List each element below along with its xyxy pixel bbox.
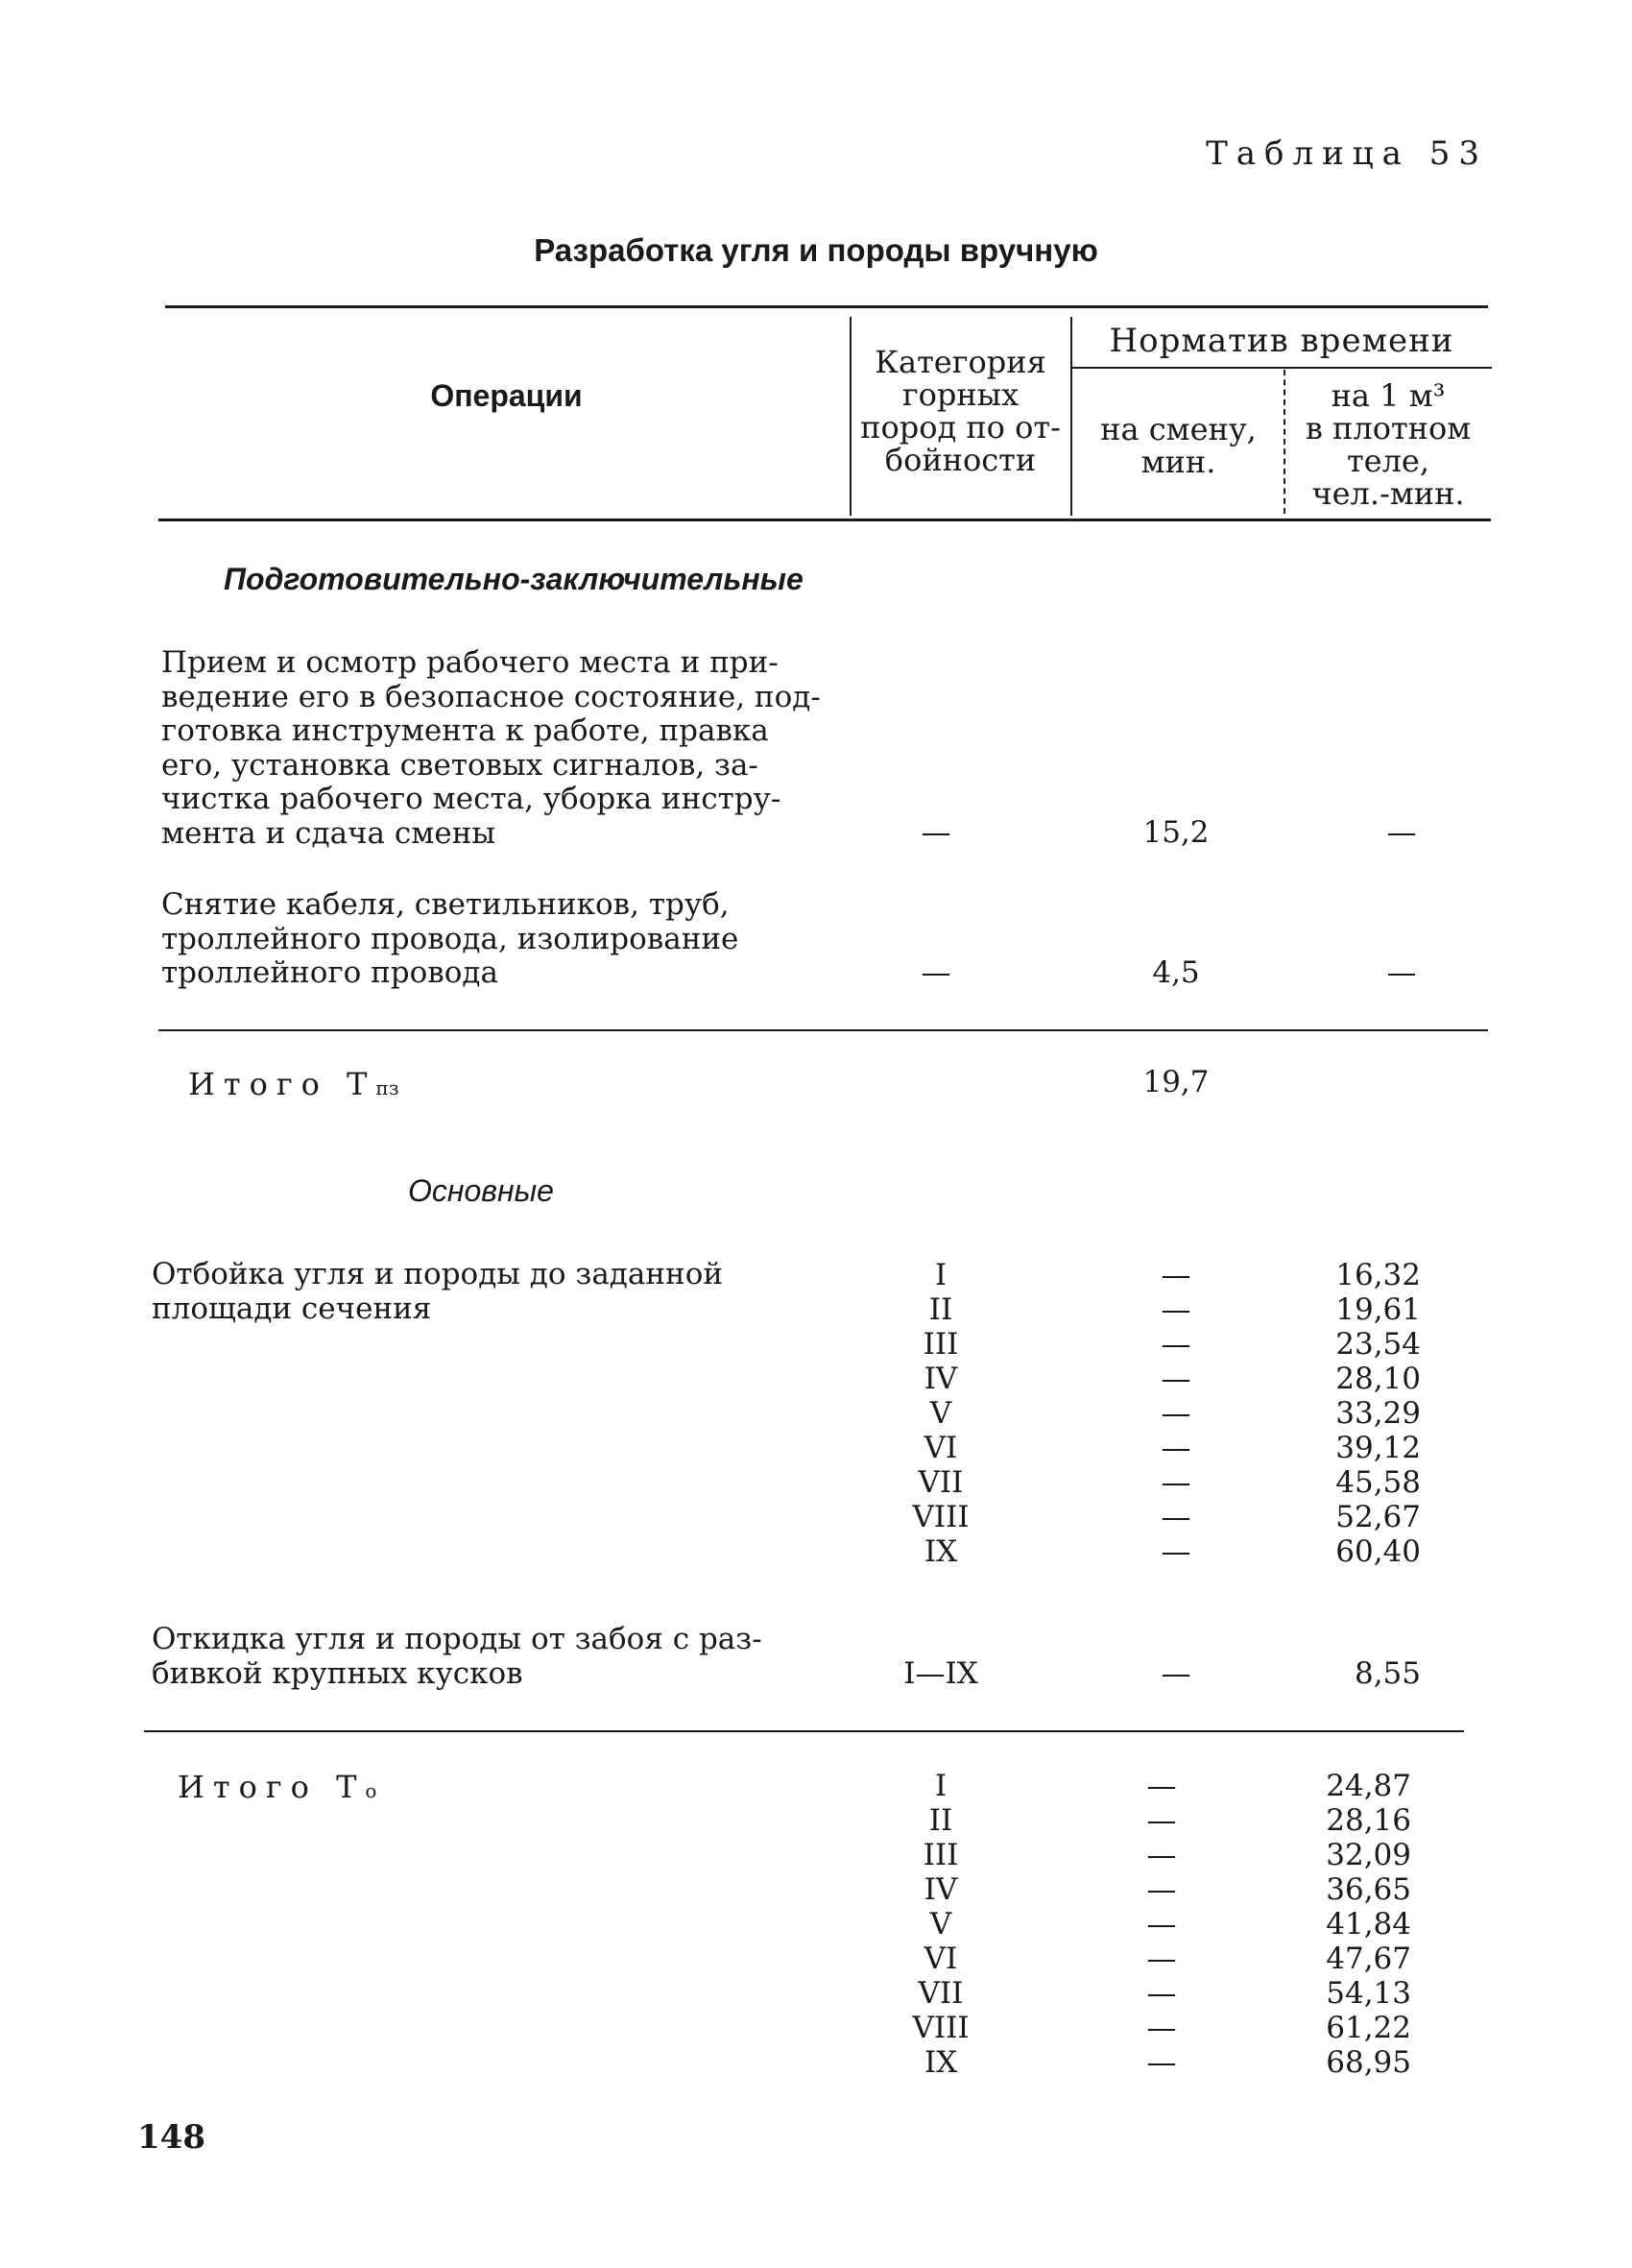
table-top-rule — [165, 305, 1488, 308]
section-main-title: Основные — [408, 1173, 554, 1208]
prep-op-2-per-m3: — — [1386, 955, 1417, 990]
prep-op-2-per-shift: 4,5 — [1152, 955, 1200, 990]
main-op-1-per-shift: — — — — — — — — — — [1161, 1258, 1191, 1569]
prep-op-2-text: Снятие кабеля, светильников, труб, троллейного провода, изолирование троллейного провода — [161, 887, 739, 990]
column-divider-3 — [1284, 370, 1285, 514]
prep-op-1-category: — — [921, 815, 951, 850]
norm-time-underline — [1072, 367, 1492, 369]
main-op-1-categories: I II III IV V VI VII VIII IX — [912, 1258, 970, 1569]
prep-op-1-text: Прием и осмотр рабочего места и при- ведение его в безопасное состояние, под- готовка инструмента к работе, правка его, установка световых сигналов, за- чистка рабочего места, уборка инстру- мента и сдача смены — [161, 645, 821, 851]
total-main-per-m3: 24,87 28,16 32,09 36,65 41,84 47,67 54,13 61,22 68,95 — [1326, 1769, 1411, 2080]
total-main-label: Итого Tо — [178, 1769, 377, 1805]
table-label: Таблица 53 — [1206, 134, 1488, 173]
main-op-1-text: Отбойка угля и породы до заданной площади сечения — [152, 1257, 724, 1326]
header-per-m3: на 1 м³ в плотном теле, чел.-мин. — [1305, 377, 1472, 512]
prep-op-1-per-m3: — — [1386, 815, 1417, 850]
main-op-2-category: I—IX — [903, 1656, 978, 1691]
column-divider-1 — [850, 317, 852, 516]
column-divider-2 — [1070, 317, 1072, 516]
main-op-2-text: Откидка угля и породы от забоя с раз- бивкой крупных кусков — [152, 1622, 762, 1691]
total-main-per-shift: — — — — — — — — — — [1146, 1769, 1177, 2080]
prep-op-2-category: — — [921, 955, 951, 990]
total-prep-label: Итого Tпз — [188, 1066, 399, 1102]
main-op-1-per-m3: 16,32 19,61 23,54 28,10 33,29 39,12 45,58 52,67 60,40 — [1335, 1258, 1421, 1569]
header-per-shift: на смену, мин. — [1100, 411, 1257, 480]
main-op-2-per-shift: — — [1161, 1656, 1191, 1691]
main-ops-bottom-rule — [144, 1730, 1464, 1732]
section-prep-title: Подготовительно-заключительные — [224, 562, 804, 596]
header-operations: Операции — [430, 378, 583, 413]
page-number: 148 — [137, 2118, 205, 2157]
header-category: Категория горных пород по от- бойности — [860, 344, 1061, 478]
total-prep-per-shift: 19,7 — [1142, 1065, 1210, 1099]
page-title: Разработка угля и породы вручную — [534, 232, 1098, 268]
main-op-2-per-m3: 8,55 — [1354, 1656, 1421, 1691]
header-norm-time: Норматив времени — [1109, 322, 1454, 360]
total-main-categories: I II III IV V VI VII VIII IX — [912, 1769, 970, 2080]
header-bottom-rule — [158, 519, 1491, 521]
prep-op-1-per-shift: 15,2 — [1142, 815, 1210, 850]
prep-ops-bottom-rule — [158, 1029, 1488, 1031]
